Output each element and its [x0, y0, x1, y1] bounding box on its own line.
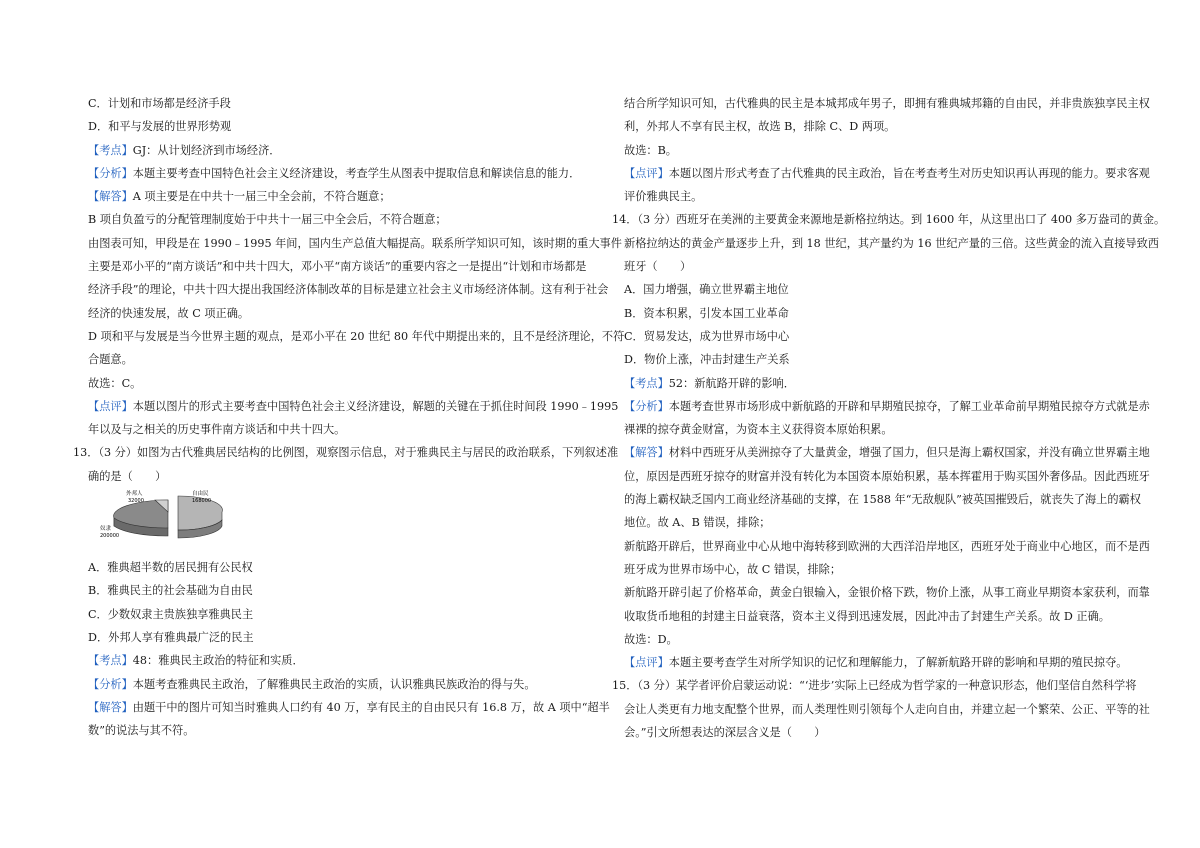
fenxi-tag: 【分析】: [88, 677, 133, 691]
pie-value-foreigner: 32000: [128, 498, 144, 505]
q12-jieda-line: 主要是邓小平的“南方谈话”和中共十四大，邓小平“南方谈话”的重要内容之一是提出“计划和市场都是: [88, 260, 587, 274]
q12-option-c: C．计划和市场都是经济手段: [88, 97, 231, 110]
kaodian-tag: 【考点】: [624, 376, 669, 390]
q14-kaodian: 【考点】52：新航路开辟的影响．: [624, 376, 795, 390]
pie-chart-graphic: [100, 486, 230, 554]
q14-jieda-line: 收取货币地租的封建主日益衰落，资本主义得到迅速发展，因此冲击了封建生产关系。故 D 正确。: [624, 609, 1110, 623]
right-column: [612, 92, 1166, 744]
kaodian-tag: 【考点】: [88, 654, 133, 668]
q13-jieda-line: 利，外邦人不享有民主权，故选 B，排除 C、D 两项。: [624, 120, 896, 134]
q14-stem-line: 班牙（ ）: [624, 260, 692, 274]
jieda-tag: 【解答】: [88, 700, 133, 714]
q14-dianping: 【点评】本题主要考查学生对所学知识的记忆和理解能力，了解新航路开辟的影响和早期的殖民掠夺。: [624, 656, 1128, 670]
pie-value-free: 168000: [192, 498, 212, 505]
q14-stem-line: 新格拉纳达的黄金产量逐步上升，到 18 世纪，其产量约为 16 世纪产量的三倍。这些黄金的流入直接导致西: [624, 236, 1159, 250]
q15-stem-line: 会让人类更有力地支配整个世界，而人类理性则引领每个人走向自由，并建立起一个繁荣、公正、平等的社: [624, 702, 1150, 716]
q12-jieda-line: 经济的快速发展，故 C 项正确。: [88, 306, 250, 320]
q14-fenxi-line: 裸裸的掠夺黄金财富，为资本主义获得资本原始积累。: [624, 423, 893, 437]
q13-fenxi: 【分析】本题考查雅典民主政治，了解雅典民主政治的实质，认识雅典民族政治的得与失。: [88, 677, 536, 691]
q13-jieda: 【解答】由题干中的图片可知当时雅典人口约有 40 万，享有民主的自由民只有 16.8 万，故 A 项中“超半: [88, 700, 610, 714]
dianping-tag: 【点评】: [624, 166, 669, 180]
fenxi-tag: 【分析】: [624, 399, 669, 413]
q13-option-b: B．雅典民主的社会基础为自由民: [88, 584, 253, 598]
left-column: [73, 92, 625, 742]
q14-answer: 故选：D。: [624, 632, 678, 646]
q13-jieda-line: 数”的说法与其不符。: [88, 724, 195, 738]
q12-jieda-line: 经济手段”的理论，中共十四大提出我国经济体制改革的目标是建立社会主义市场经济体制。这有利于社会: [88, 283, 609, 297]
q12-option-d: D．和平与发展的世界形势观: [88, 120, 232, 134]
q14-jieda-line: 班牙成为世界市场中心，故 C 错误，排除；: [624, 562, 842, 576]
dianping-tag: 【点评】: [88, 399, 133, 413]
q14-jieda-line: 地位。故 A、B 错误，排除；: [624, 516, 771, 530]
fenxi-tag: 【分析】: [88, 166, 133, 180]
q14-jieda-line: 新航路开辟后，世界商业中心从地中海转移到欧洲的大西洋沿岸地区，西班牙处于商业中心地区，而不是西: [624, 539, 1150, 553]
q13-dianping: 【点评】本题以图片形式考查了古代雅典的民主政治，旨在考查考生对历史知识再认再现的能力。要求客观: [624, 166, 1150, 180]
q14-fenxi: 【分析】本题考查世界市场形成中新航路的开辟和早期殖民掠夺，了解工业革命前早期殖民掠夺方式就是赤: [624, 399, 1150, 413]
q13-stem-line: 确的是（ ）: [88, 469, 167, 483]
pie-label-foreigner: 外邦人: [126, 491, 143, 498]
q13-option-c: C．少数奴隶主贵族独享雅典民主: [88, 607, 254, 621]
q12-jieda-line: 合题意。: [88, 353, 133, 367]
q12-jieda-line: B 项自负盈亏的分配管理制度始于中共十一届三中全会后，不符合题意；: [88, 213, 447, 227]
q15-stem-line: 会。”引文所想表达的深层含义是（ ）: [624, 726, 826, 740]
jieda-tag: 【解答】: [624, 446, 669, 460]
q12-jieda-line: D 项和平与发展是当今世界主题的观点，是邓小平在 20 世纪 80 年代中期提出来的，且不是经济理论，不符: [88, 329, 625, 343]
q14-option-c: C．贸易发达，成为世界市场中心: [624, 329, 790, 343]
q14-jieda: 【解答】材料中西班牙从美洲掠夺了大量黄金，增强了国力，但只是海上霸权国家，并没有确立世界霸主地: [624, 446, 1150, 460]
q14-option-d: D．物价上涨，冲击封建生产关系: [624, 353, 790, 367]
q12-dianping: 【点评】本题以图片的形式主要考查中国特色社会主义经济建设，解题的关键在于抓住时间段 1990﹣1995: [88, 399, 619, 413]
q12-jieda: 【解答】A 项主要是在中共十一届三中全会前，不符合题意；: [88, 190, 391, 204]
jieda-tag: 【解答】: [88, 190, 133, 204]
q13-dianping-line: 评价雅典民主。: [624, 190, 703, 204]
pie-label-free: 自由民: [192, 491, 209, 498]
q13-kaodian: 【考点】48：雅典民主政治的特征和实质．: [88, 654, 304, 668]
q14-jieda-line: 位，原因是西班牙掠夺的财富并没有转化为本国资本原始积累，基本挥霍用于购买国外奢侈品。因此西班牙: [624, 469, 1150, 483]
q13-answer: 故选：B。: [624, 143, 677, 157]
kaodian-tag: 【考点】: [88, 143, 133, 157]
q15-stem: 15．（3 分）某学者评价启蒙运动说：“‘进步’实际上已经成为哲学家的一种意识形态，他们坚信自然科学将: [612, 679, 1137, 693]
q14-option-b: B．资本积累，引发本国工业革命: [624, 306, 789, 320]
pie-value-slave: 200000: [100, 533, 120, 540]
q12-kaodian: 【考点】GJ：从计划经济到市场经济．: [88, 143, 281, 157]
q12-jieda-line: 由图表可知，甲段是在 1990﹣1995 年间，国内生产总值大幅提高。联系所学知识可知，该时期的重大事件: [88, 236, 622, 250]
pie-label-slave: 奴隶: [100, 526, 112, 533]
q14-option-a: A．国力增强，确立世界霸主地位: [624, 283, 789, 297]
q12-answer: 故选：C。: [88, 376, 142, 390]
q13-option-a: A．雅典超半数的居民拥有公民权: [88, 561, 253, 575]
q14-jieda-line: 的海上霸权缺乏国内工商业经济基础的支撑，在 1588 年“无敌舰队”被英国摧毁后，就丧失了海上的霸权: [624, 493, 1141, 507]
q12-fenxi: 【分析】本题主要考查中国特色社会主义经济建设，考查学生从图表中提取信息和解读信息的能力．: [88, 166, 581, 180]
q14-stem: 14．（3 分）西班牙在美洲的主要黄金来源地是新格拉纳达。到 1600 年，从这里出口了 400 多万盎司的黄金。: [612, 213, 1166, 227]
q13-stem: 13．（3 分）如图为古代雅典居民结构的比例图，观察图示信息，对于雅典民主与居民的政治联系，下列叙述准: [73, 446, 619, 460]
q13-jieda-line: 结合所学知识可知，古代雅典的民主是本城邦成年男子，即拥有雅典城邦籍的自由民，并非贵族独享民主权: [624, 97, 1150, 110]
q14-jieda-line: 新航路开辟引起了价格革命，黄金白银输入，金银价格下跌，物价上涨，从事工商业早期资本家获利，而靠: [624, 586, 1150, 600]
population-pie-chart: [88, 488, 594, 556]
q13-option-d: D．外邦人享有雅典最广泛的民主: [88, 630, 254, 644]
q12-dianping-line: 年以及与之相关的历史事件南方谈话和中共十四大。: [88, 423, 346, 437]
dianping-tag: 【点评】: [624, 656, 669, 670]
